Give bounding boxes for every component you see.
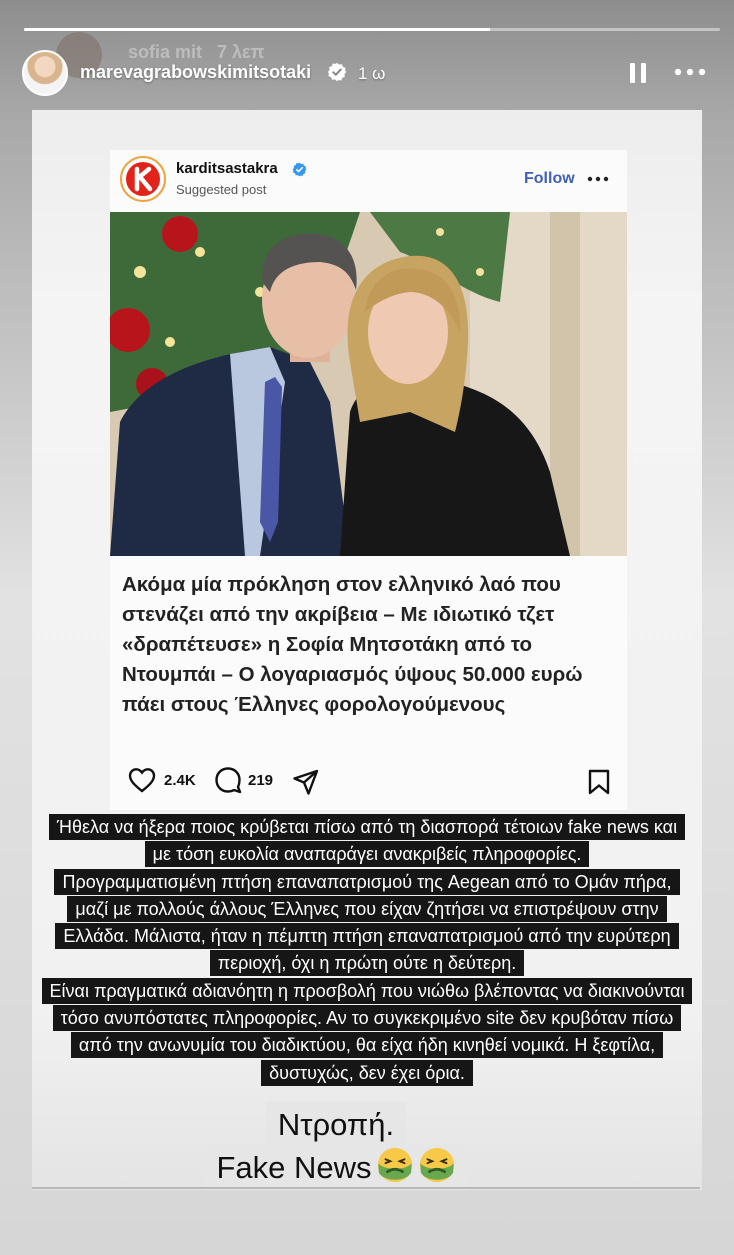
story-timestamp: 1 ω bbox=[358, 64, 386, 83]
story-progress-bar bbox=[24, 28, 720, 31]
comment-action[interactable] bbox=[214, 764, 273, 796]
verified-badge-icon bbox=[292, 162, 307, 177]
pause-icon[interactable] bbox=[628, 62, 648, 84]
story-text-caption bbox=[40, 814, 694, 1087]
more-horizontal-icon[interactable] bbox=[586, 172, 610, 186]
post-account-name[interactable]: karditsastakra bbox=[176, 160, 278, 177]
post-photo[interactable] bbox=[110, 212, 627, 556]
post-headline: Ακόμα μία πρόκληση στον ελληνικό λαό που στενάζει από την ακρίβεια – Με ιδιωτικό τζετ «δραπέτευσε» η Σοφία Μητσοτάκη από το Ντουμπάι – Ο λογαριασμός ύψους 50.000 ευρώ πάει στους Έλληνες φορολογούμενους bbox=[122, 573, 583, 716]
caption-line: από την ανωνυμία του διαδικτύου, θα είχα ήδη κινηθεί νομικά. Η ξεφτίλα, bbox=[71, 1032, 663, 1058]
story-author-username[interactable]: marevagrabowskimitsotaki bbox=[80, 62, 312, 82]
canvas-bottom-divider bbox=[32, 1187, 700, 1189]
like-action[interactable] bbox=[128, 764, 196, 796]
caption-line: με τόση ευκολία αναπαράγει ανακριβείς πληροφορίες. bbox=[145, 841, 590, 867]
caption-line: Προγραμματισμένη πτήση επαναπατρισμού της Aegean από το Ομάν πήρα, bbox=[54, 869, 679, 895]
caption-line: Ελλάδα. Μάλιστα, ήταν η πέμπτη πτήση επαναπατρισμού από την ευρύτερη bbox=[55, 923, 678, 949]
nauseated-face-emoji-icon bbox=[376, 1146, 414, 1184]
sticker-line-2 bbox=[204, 1145, 467, 1190]
caption-line: τόσο ανυπόστατες πληροφορίες. Αν το συγκεκριμένο site δεν κρυβόταν πίσω bbox=[53, 1005, 682, 1031]
heart-icon[interactable] bbox=[128, 767, 156, 793]
shared-post-card[interactable] bbox=[110, 150, 627, 810]
caption-line: Ήθελα να ήξερα ποιος κρύβεται πίσω από τη διασπορά τέτοιων fake news και bbox=[49, 814, 685, 840]
story-text-sticker bbox=[196, 1104, 476, 1189]
previous-story-username: sofia mit bbox=[128, 42, 203, 62]
caption-line: δυστυχώς, δεν έχει όρια. bbox=[261, 1060, 473, 1086]
caption-line: Είναι πραγματικά αδιανόητη η προσβολή που νιώθω βλέποντας να διακινούνται bbox=[42, 978, 693, 1004]
like-count: 2.4K bbox=[164, 771, 196, 789]
more-horizontal-icon[interactable] bbox=[670, 60, 710, 84]
post-actions bbox=[128, 764, 618, 796]
sticker-line-1: Ντροπή. bbox=[266, 1102, 406, 1147]
caption-line: μαζί με πολλούς άλλους Έλληνες που είχαν ζητήσει να επιστρέψουν στην bbox=[67, 896, 666, 922]
suggested-post-label: Suggested post bbox=[176, 182, 267, 197]
previous-story-time: 7 λεπ bbox=[217, 42, 265, 62]
story-header bbox=[22, 50, 712, 96]
story-author-avatar[interactable] bbox=[22, 50, 68, 96]
sticker-text: Fake News bbox=[216, 1150, 372, 1185]
story-progress-fill bbox=[24, 28, 490, 31]
comment-count: 219 bbox=[248, 771, 274, 789]
follow-button[interactable]: Follow bbox=[524, 170, 575, 187]
caption-line: περιοχή, όχι η πρώτη ούτε η δεύτερη. bbox=[210, 950, 525, 976]
nauseated-face-emoji-icon bbox=[418, 1146, 456, 1184]
comment-icon[interactable] bbox=[214, 766, 242, 794]
bookmark-icon[interactable] bbox=[586, 766, 612, 798]
share-icon[interactable] bbox=[292, 766, 320, 798]
karditsastakra-logo-icon[interactable] bbox=[120, 156, 166, 202]
verified-badge-icon bbox=[327, 62, 347, 82]
